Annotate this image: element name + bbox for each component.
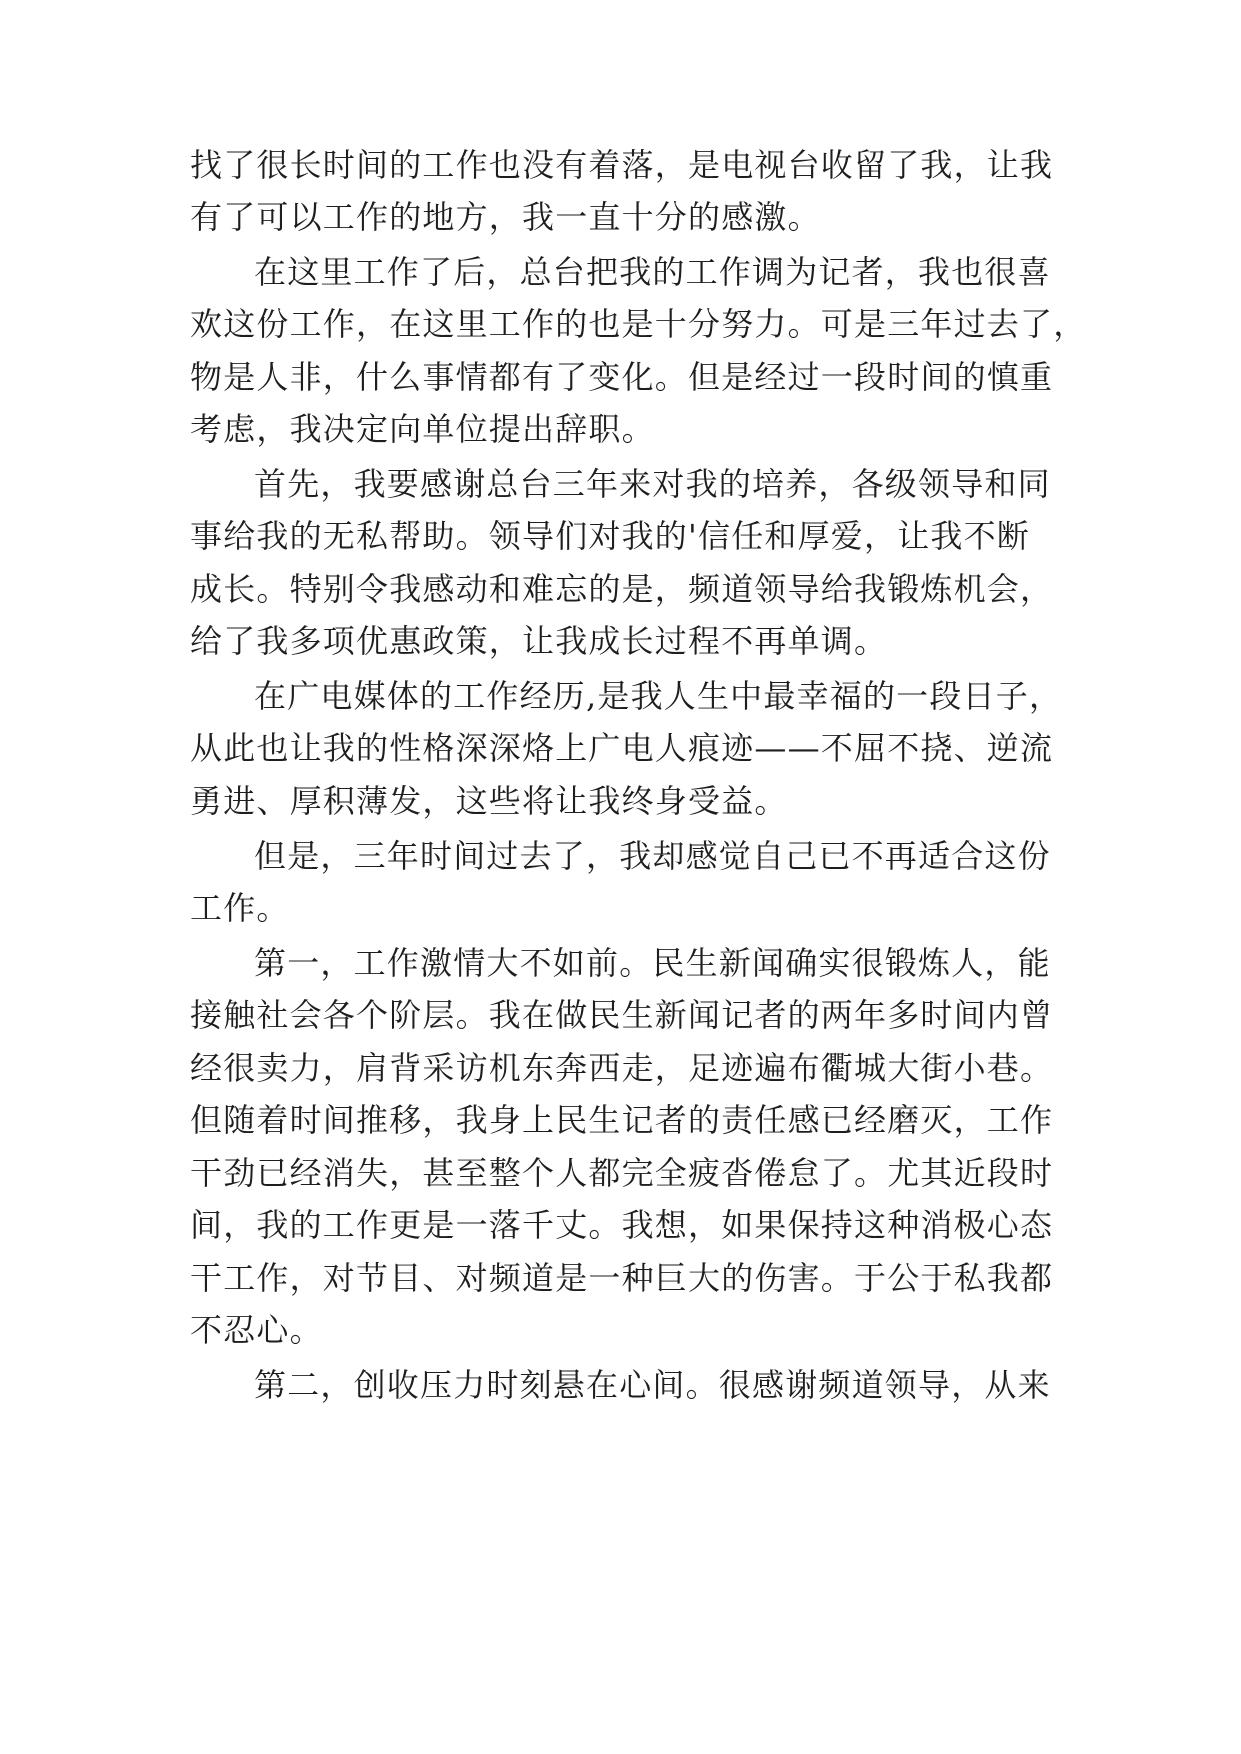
text-line: 欢这份工作，在这里工作的也是十分努力。可是三年过去了， <box>190 305 1087 343</box>
text-line: 物是人非，什么事情都有了变化。但是经过一段时间的慎重 <box>190 358 1054 396</box>
text-line: 从此也让我的性格深深烙上广电人痕迹——不屈不挠、逆流 <box>190 729 1054 767</box>
text-line: 事给我的无私帮助。领导们对我的'信任和厚爱，让我不断 <box>190 517 1030 555</box>
text-line: 考虑，我决定向单位提出辞职。 <box>190 410 655 448</box>
text-line: 接触社会各个阶层。我在做民生新闻记者的两年多时间内曾 <box>190 996 1054 1034</box>
text-line: 间，我的工作更是一落千丈。我想，如果保持这种消极心态 <box>190 1206 1054 1244</box>
text-line: 工作。 <box>190 889 290 927</box>
text-line: 勇进、厚积薄发，这些将让我终身受益。 <box>190 782 788 820</box>
text-line: 给了我多项优惠政策，让我成长过程不再单调。 <box>190 622 888 660</box>
paragraph-start-line: 但是，三年时间过去了，我却感觉自己已不再适合这份 <box>254 837 1051 875</box>
text-line: 成长。特别令我感动和难忘的是，频道领导给我锻炼机会， <box>190 570 1054 608</box>
paragraph-start-line: 第二，创收压力时刻悬在心间。很感谢频道领导，从来 <box>254 1366 1051 1404</box>
paragraph-start-line: 第一，工作激情大不如前。民生新闻确实很锻炼人，能 <box>254 944 1051 982</box>
text-line: 但随着时间推移，我身上民生记者的责任感已经磨灭，工作 <box>190 1101 1054 1139</box>
paragraph-start-line: 首先，我要感谢总台三年来对我的培养，各级领导和同 <box>254 465 1051 503</box>
text-line: 有了可以工作的地方，我一直十分的感激。 <box>190 198 821 236</box>
text-line: 经很卖力，肩背采访机东奔西走，足迹遍布衢城大街小巷。 <box>190 1049 1054 1087</box>
text-line: 干劲已经消失，甚至整个人都完全疲沓倦怠了。尤其近段时 <box>190 1154 1054 1192</box>
text-line: 干工作，对节目、对频道是一种巨大的伤害。于公于私我都 <box>190 1259 1054 1297</box>
paragraph-start-line: 在这里工作了后，总台把我的工作调为记者，我也很喜 <box>254 253 1051 291</box>
paragraph-start-line: 在广电媒体的工作经历,是我人生中最幸福的一段日子， <box>254 677 1063 715</box>
text-line: 不忍心。 <box>190 1311 323 1349</box>
text-line: 找了很长时间的工作也没有着落，是电视台收留了我，让我 <box>190 146 1054 184</box>
